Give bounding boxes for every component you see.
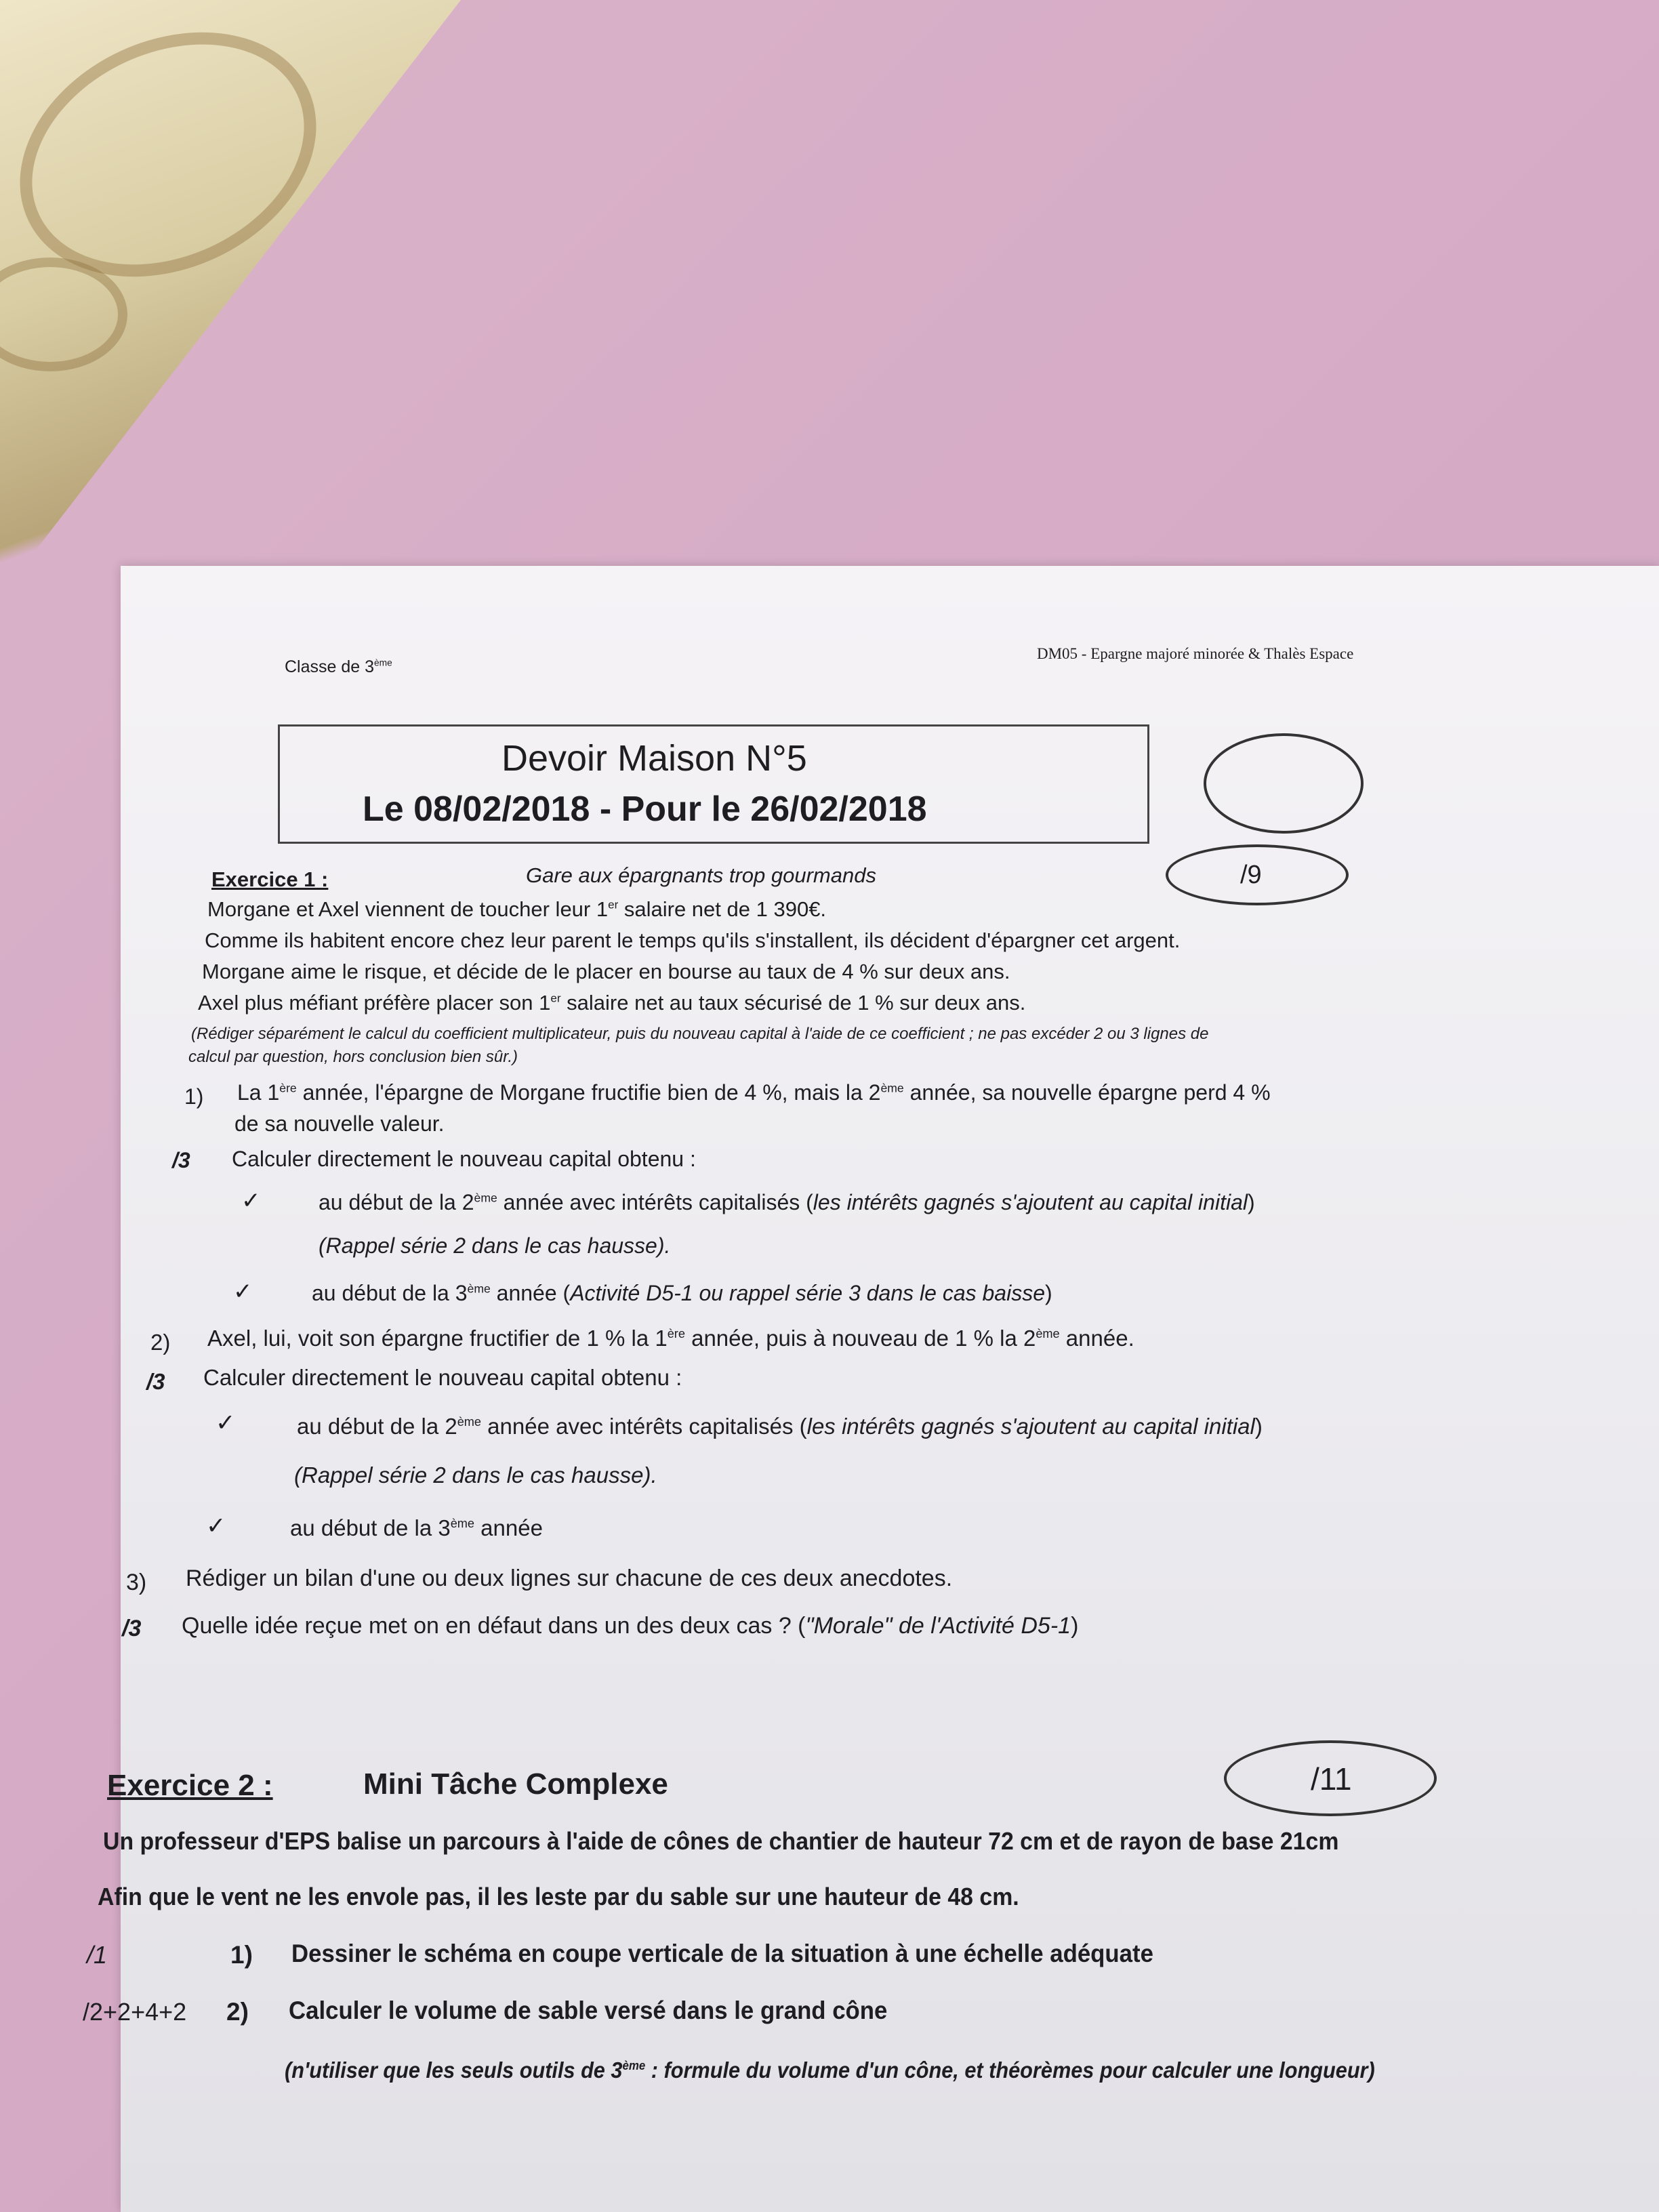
- question-3-question: Quelle idée reçue met on en défaut dans un des deux cas ? ("Morale" de l'Activité D5-1): [182, 1613, 1079, 1639]
- question-1-instruction: Calculer directement le nouveau capital obtenu :: [232, 1147, 696, 1171]
- question-3-number: 3): [126, 1570, 147, 1595]
- ex2-note: (n'utiliser que les seuls outils de 3ème : formule du volume d'un cône, et théorèmes pour calculer une longueur): [285, 2057, 1375, 2083]
- exercise-1-score: /9: [1240, 861, 1262, 889]
- question-3-points: /3: [122, 1616, 142, 1641]
- question-1-number: 1): [184, 1084, 204, 1109]
- checkmark-icon: ✓: [216, 1410, 236, 1437]
- question-1-item-1-note: (Rappel série 2 dans le cas hausse).: [319, 1233, 671, 1258]
- question-1-text-cont: de sa nouvelle valeur.: [234, 1111, 445, 1136]
- question-2-points: /3: [146, 1369, 165, 1394]
- checkmark-icon: ✓: [206, 1513, 226, 1540]
- ex2-question-1-text: Dessiner le schéma en coupe verticale de la situation à une échelle adéquate: [291, 1940, 1153, 1967]
- grade-circle: [1204, 733, 1364, 834]
- ex2-question-1-number: 1): [230, 1941, 253, 1969]
- question-2-item-1-note: (Rappel série 2 dans le cas hausse).: [294, 1462, 657, 1488]
- ex2-line-2: Afin que le vent ne les envole pas, il les leste par du sable sur une hauteur de 48 cm.: [98, 1883, 1019, 1910]
- ex2-question-2-points: /2+2+4+2: [83, 1998, 187, 2026]
- ex1-note-line-1: (Rédiger séparément le calcul du coefficient multiplicateur, puis du nouveau capital à l'aide de ce coefficient ; ne pas excéder 2 ou 3 lignes de: [191, 1025, 1209, 1043]
- ex2-question-2-number: 2): [226, 1998, 249, 2026]
- ex1-line-2: Comme ils habitent encore chez leur parent le temps qu'ils s'installent, ils décident d'épargner cet argent.: [205, 928, 1181, 952]
- exercise-2-subtitle: Mini Tâche Complexe: [363, 1767, 668, 1801]
- checkmark-icon: ✓: [233, 1278, 253, 1305]
- question-1-text: La 1ère année, l'épargne de Morgane fructifie bien de 4 %, mais la 2ème année, sa nouvelle épargne perd 4 %: [237, 1080, 1271, 1105]
- question-2-instruction: Calculer directement le nouveau capital obtenu :: [203, 1365, 682, 1390]
- class-label: Classe de 3ème: [285, 657, 392, 676]
- exercise-1-heading: Exercice 1 :: [211, 867, 329, 891]
- question-2-item-1: au début de la 2ème année avec intérêts capitalisés (les intérêts gagnés s'ajoutent au capital initial): [297, 1414, 1263, 1439]
- question-1-item-1: au début de la 2ème année avec intérêts capitalisés (les intérêts gagnés s'ajoutent au capital initial): [319, 1190, 1255, 1214]
- ex1-line-1: Morgane et Axel viennent de toucher leur 1er salaire net de 1 390€.: [207, 897, 827, 921]
- exercise-1-subtitle: Gare aux épargnants trop gourmands: [526, 863, 876, 887]
- question-1-points: /3: [172, 1148, 190, 1172]
- question-2-text: Axel, lui, voit son épargne fructifier de 1 % la 1ère année, puis à nouveau de 1 % la 2ème année.: [207, 1326, 1134, 1351]
- exercise-2-heading: Exercice 2 :: [107, 1769, 273, 1802]
- ex2-question-2-text: Calculer le volume de sable versé dans le grand cône: [289, 1996, 888, 2024]
- document-reference: DM05 - Epargne majoré minorée & Thalès Espace: [1037, 645, 1354, 662]
- ex2-question-1-points: /1: [87, 1941, 108, 1969]
- question-3-text: Rédiger un bilan d'une ou deux lignes sur chacune de ces deux anecdotes.: [186, 1565, 953, 1591]
- ex2-line-1: Un professeur d'EPS balise un parcours à l'aide de cônes de chantier de hauteur 72 cm et de rayon de base 21cm: [103, 1827, 1339, 1855]
- page-title: Devoir Maison N°5: [501, 738, 807, 779]
- ex1-note-line-2: calcul par question, hors conclusion bien sûr.): [188, 1048, 518, 1066]
- ex1-line-3: Morgane aime le risque, et décide de le placer en bourse au taux de 4 % sur deux ans.: [202, 960, 1010, 983]
- question-2-item-2: au début de la 3ème année: [290, 1515, 543, 1540]
- page-dates: Le 08/02/2018 - Pour le 26/02/2018: [363, 790, 927, 829]
- checkmark-icon: ✓: [241, 1187, 261, 1214]
- exercise-2-score: /11: [1311, 1761, 1352, 1797]
- question-1-item-2: au début de la 3ème année (Activité D5-1 ou rappel série 3 dans le cas baisse): [312, 1281, 1052, 1305]
- question-2-number: 2): [150, 1330, 171, 1355]
- ex1-line-4: Axel plus méfiant préfère placer son 1er salaire net au taux sécurisé de 1 % sur deux ans.: [198, 991, 1026, 1015]
